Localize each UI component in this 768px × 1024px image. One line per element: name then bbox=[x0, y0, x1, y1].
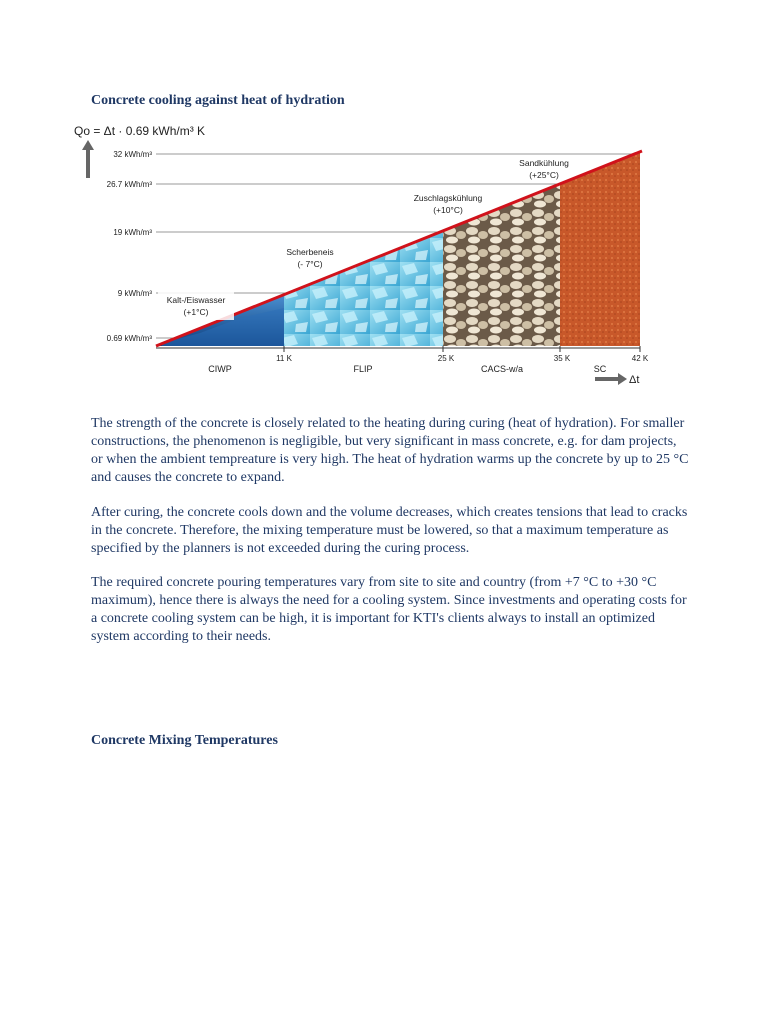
y-tick-label: 9 kWh/m³ bbox=[117, 289, 152, 298]
y-tick-label: 32 kWh/m³ bbox=[113, 150, 152, 159]
method-name-cacs: Zuschlagskühlung bbox=[413, 193, 483, 203]
method-code-sc: SC bbox=[593, 364, 607, 374]
section-heading-mixing: Concrete Mixing Temperatures bbox=[91, 733, 278, 748]
paragraph-pouring-temperatures: The required concrete pouring temperatures vary from site to site and country (from +7 °C to +30 °C maximum), hence there is always the need for a cooling system. Since investments and operating costs for a concrete cooling system can be high, it is important for KTI's clients always to install an optimized system according to their needs. bbox=[91, 575, 687, 644]
x-tick-label: 25 K bbox=[437, 354, 455, 363]
method-temp-ciwp: (+1°C) bbox=[183, 307, 209, 317]
method-name-flip: Scherbeneis bbox=[286, 247, 334, 257]
formula-label: Qo = Δt · 0.69 kWh/m³ K bbox=[74, 124, 206, 138]
method-temp-flip: (- 7°C) bbox=[297, 259, 323, 269]
method-name-ciwp: Kalt-/Eiswasser bbox=[166, 295, 226, 305]
cooling-diagram-svg bbox=[70, 118, 670, 398]
y-tick-label: 0.69 kWh/m³ bbox=[106, 334, 152, 343]
method-code-cacs: CACS-w/a bbox=[480, 364, 524, 374]
paragraph-cracks: After curing, the concrete cools down and the volume decreases, which creates tensions that lead to cracks in the concrete. Therefore, the mixing temperature must be lowered, so that a maximum temperature as specified by the planners is not exceeded during the curing process. bbox=[91, 505, 688, 556]
x-tick-label: 11 K bbox=[276, 354, 292, 363]
x-tick-label: 35 K bbox=[553, 354, 571, 363]
method-temp-cacs: (+10°C) bbox=[433, 205, 463, 215]
x-axis-arrow-head bbox=[618, 373, 627, 385]
x-tick-label: 42 K bbox=[631, 354, 649, 363]
method-temp-sc: (+25°C) bbox=[529, 170, 559, 180]
section-heading-cooling: Concrete cooling against heat of hydration bbox=[91, 93, 345, 108]
method-name-sc: Sandkühlung bbox=[519, 158, 569, 168]
y-axis-arrow-head bbox=[82, 140, 94, 150]
y-tick-label: 26.7 kWh/m³ bbox=[106, 180, 152, 189]
paragraph-hydration: The strength of the concrete is closely related to the heating during curing (heat of hydration). For smaller constructions, the phenomenon is negligible, but very significant in mass concrete, e.g. for dam projects, or when the ambient tempreature is very high. The heat of hydration warms up the concrete by up to 25 °C and causes the concrete to expand. bbox=[91, 416, 689, 485]
y-tick-label: 19 kWh/m³ bbox=[113, 228, 152, 237]
method-code-ciwp: CIWP bbox=[208, 364, 232, 374]
delta-t-label: Δt bbox=[629, 374, 640, 386]
sand-region bbox=[560, 152, 640, 346]
cooling-diagram bbox=[70, 118, 670, 398]
method-code-flip: FLIP bbox=[353, 364, 373, 374]
